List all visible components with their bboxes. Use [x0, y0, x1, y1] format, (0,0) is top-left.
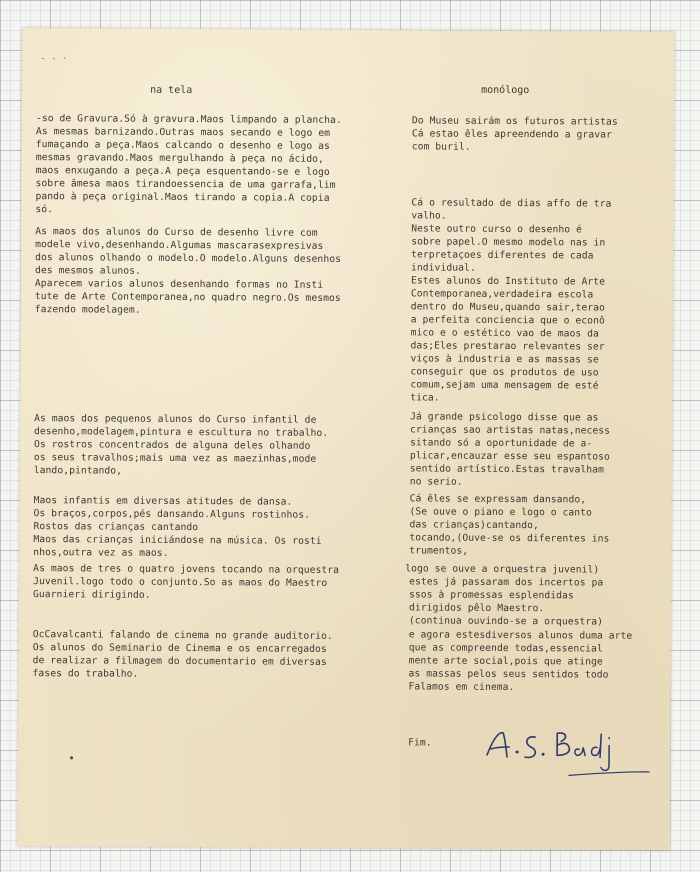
right-line: Estes alunos do Instituto de Arte — [410, 275, 606, 288]
left-line: mesmas gravando.Maos mergulhando à peça no ácido, — [35, 152, 324, 165]
right-line: as massas pelos seus sentidos todo — [408, 668, 609, 681]
left-line: só. — [35, 204, 54, 216]
left-line: Guarnieri dirigindo. — [33, 589, 151, 601]
header-left: na tela — [150, 84, 193, 97]
right-line: e agora estesdiversos alunos duma arte — [408, 629, 633, 642]
right-line: sitando só a oportunidade de a- — [409, 437, 593, 450]
left-line: Maos das crianças iniciándose na música. Os rosti — [33, 534, 322, 547]
left-line: Os rostros concentrados de alguna deles olhando — [33, 439, 311, 452]
right-line: dirigidos pêlo Maestro. — [408, 602, 545, 615]
left-line: de realizar a filmagem do documentario em diversas — [32, 655, 327, 668]
right-line: plicar,encauzar esse seu espantoso — [409, 450, 610, 463]
left-line: Juvenil.logo todo o conjunto.So as maos do Maestro — [33, 576, 328, 589]
header-right: monólogo — [481, 84, 530, 97]
right-line: logo se ouve a orquestra juvenil) — [405, 563, 600, 576]
right-line: comum,sejam uma mensagem de esté — [410, 379, 599, 392]
left-line: Rostos das crianças cantando — [33, 521, 199, 534]
typewritten-page — [18, 28, 675, 850]
right-line: estes já passaram dos incertos pa — [409, 576, 604, 589]
right-line: individual. — [411, 262, 476, 274]
left-line: lando,pintando, — [33, 465, 123, 477]
left-line: fases do trabalho. — [32, 668, 139, 680]
right-line: no serio. — [409, 476, 463, 488]
left-line: OcCavalcanti falando de cinema no grande auditorio. — [32, 629, 333, 642]
left-line: As maos dos alunos do Curso de desenho livre com — [35, 226, 318, 239]
right-line: crianças sao artistas natas,necess — [410, 424, 611, 437]
left-line: -so de Gravura.Só à gravura.Maos limpando a plancha. — [35, 113, 342, 126]
left-line: Os alunos do Seminario de Cinema e os encarregados — [32, 642, 327, 655]
right-line: Neste outro curso o desenho é — [411, 223, 582, 236]
right-line: (Se ouve o piano e logo o canto — [409, 506, 592, 519]
handwritten-signature — [473, 725, 653, 782]
right-line: Cá êles se expressam dansando, — [409, 493, 587, 506]
left-line: nhos,outra vez as maos. — [33, 547, 169, 559]
right-line: mico e o estético vao de maos da — [410, 327, 599, 340]
left-line: des mesmos alunos. — [34, 265, 141, 277]
right-line: Contemporanea,verdadeira escola — [410, 288, 594, 301]
right-line: trumentos, — [409, 545, 469, 557]
right-line: (continua ouvindo-se a orquestra) — [408, 615, 604, 628]
fim-label: Fim. — [408, 737, 432, 749]
left-line: Os braços,corpos,pés dansando.Alguns rostinhos. — [33, 508, 311, 521]
right-line: Já grande psicologo disse que as — [410, 411, 599, 424]
right-line: viços à industria e as massas se — [410, 353, 599, 366]
left-line: As maos dos pequenos alunos do Curso infantil de — [34, 413, 317, 426]
left-line: Maos infantis em diversas atitudes de dansa. — [33, 495, 293, 508]
right-line: Cá o resultado de dias affo de tra — [411, 197, 612, 210]
left-line: As mesmas barnizando.Outras maos secando e logo em — [35, 126, 331, 139]
right-line: das crianças)cantando, — [409, 519, 539, 532]
right-line: sobre papel.O mesmo modelo nas in — [411, 236, 606, 249]
left-line: sobre âmesa maos tirandoessencia de uma garrafa,lim — [35, 178, 336, 191]
right-line: sentido artístico.Estas travalham — [409, 463, 604, 476]
right-line: das;Eles prestarao relevantes ser — [410, 340, 605, 353]
left-line: fumaçando a peça.Maos calcando o desenho e logo as — [35, 139, 330, 152]
right-line: conseguir que os produtos de uso — [410, 366, 599, 379]
right-line: dentro do Museu,quando sair,terao — [410, 301, 605, 314]
left-line: maos enxugando a peça.A peça esquentando-se e logo — [35, 165, 330, 178]
left-line: desenho,modelagem,pintura e escultura no trabalho. — [34, 426, 329, 439]
right-line: tica. — [410, 392, 440, 404]
right-line: Cá estao êles apreendendo a gravar — [411, 128, 612, 141]
ink-dot — [70, 756, 73, 759]
left-line: fazendo modelagem. — [34, 304, 141, 316]
right-line: mente arte social,pois que atinge — [408, 655, 603, 668]
left-line: dos alunos olhando o modelo.O modelo.Alguns desenhos — [35, 252, 342, 265]
left-line: As maos de tres o quatro jovens tocando na orquestra — [33, 563, 340, 576]
right-line: tocando,(Ouve-se os diferentes ins — [409, 532, 610, 545]
right-line: a perfeita conciencia que o econô — [410, 314, 605, 327]
right-line: ssos à promessas esplendidas — [409, 589, 574, 602]
left-line: pando à peça original.Maos tirando a copia.A copia — [35, 191, 330, 204]
left-line: os seus travalhos;mais uma vez as maezinhas,mode — [33, 452, 317, 465]
corner-pencil-mark: - - · — [40, 54, 68, 65]
right-line: com buril. — [411, 141, 471, 153]
right-line: Falamos em cinema. — [408, 681, 515, 694]
left-line: Aparecem varios alunos desenhando formas no Insti — [34, 278, 324, 291]
right-line: valho. — [411, 210, 447, 222]
right-line: Do Museu sairám os futuros artistas — [411, 115, 618, 128]
right-line: que as compreende todas,essencial — [408, 642, 603, 655]
right-line: terpretaçoes diferentes de cada — [411, 249, 594, 262]
left-line: tute de Arte Contemporanea,no quadro negro.Os mesmos — [34, 291, 341, 304]
left-line: modele vivo,desenhando.Algumas mascarasexpresivas — [35, 239, 324, 252]
